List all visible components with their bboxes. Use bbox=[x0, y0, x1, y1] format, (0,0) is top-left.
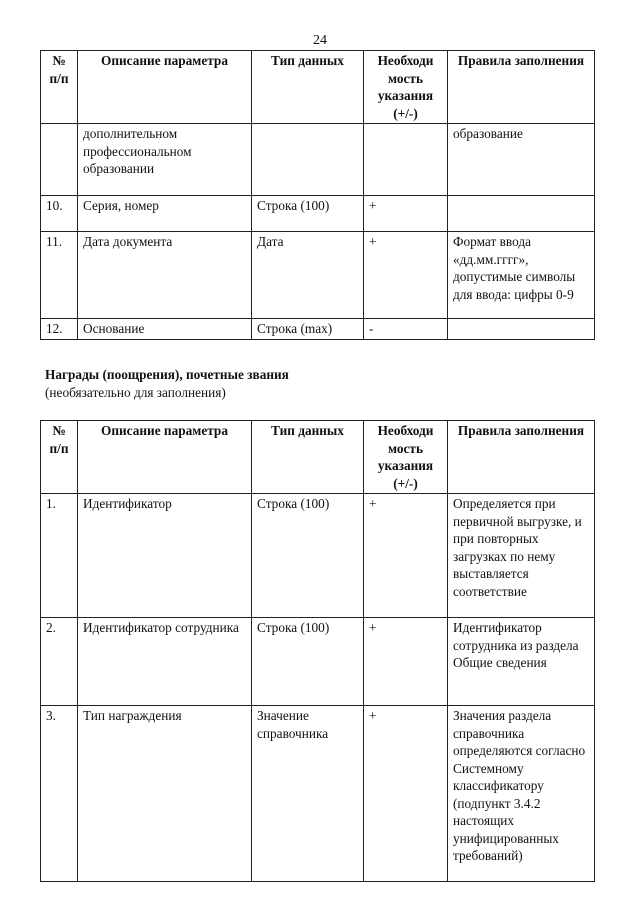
cell-rules bbox=[448, 196, 595, 232]
cell-num: 12. bbox=[41, 319, 78, 340]
cell-description: дополнительном профессиональном образовании bbox=[78, 124, 252, 196]
cell-rules: Идентификатор сотрудника из раздела Общие сведения bbox=[448, 618, 595, 706]
cell-necessity bbox=[364, 124, 448, 196]
table-row bbox=[41, 196, 595, 232]
cell-data-type: Строка (100) bbox=[252, 618, 364, 706]
cell-rules: Значения раздела справочника определяются согласно Системному классификатору (подпункт 3.4.2 настоящих унифицированных требований) bbox=[448, 706, 595, 882]
cell-description: Идентификатор сотрудника bbox=[78, 618, 252, 706]
cell-description: Основание bbox=[78, 319, 252, 340]
cell-data-type: Строка (100) bbox=[252, 196, 364, 232]
cell-necessity: + bbox=[364, 706, 448, 882]
cell-num bbox=[41, 124, 78, 196]
cell-description: Идентификатор bbox=[78, 494, 252, 618]
cell-rules: Определяется при первичной выгрузке, и при повторных загрузках по нему выставляется соответствие bbox=[448, 494, 595, 618]
cell-num: 2. bbox=[41, 618, 78, 706]
header-necessity: Необходи мость указания (+/-) bbox=[364, 51, 448, 124]
cell-num: 10. bbox=[41, 196, 78, 232]
cell-necessity: + bbox=[364, 196, 448, 232]
cell-data-type: Строка (100) bbox=[252, 494, 364, 618]
table-row bbox=[41, 618, 595, 706]
section-title: Награды (поощрения), почетные звания bbox=[45, 367, 289, 382]
cell-num: 11. bbox=[41, 232, 78, 319]
cell-data-type: Строка (max) bbox=[252, 319, 364, 340]
cell-num: 1. bbox=[41, 494, 78, 618]
cell-description: Тип награждения bbox=[78, 706, 252, 882]
header-data-type: Тип данных bbox=[252, 51, 364, 124]
cell-necessity: + bbox=[364, 232, 448, 319]
table-header-row bbox=[41, 421, 595, 494]
page-number: 24 bbox=[313, 33, 327, 48]
header-rules: Правила заполнения bbox=[448, 51, 595, 124]
cell-data-type bbox=[252, 124, 364, 196]
header-description: Описание параметра bbox=[78, 51, 252, 124]
cell-description: Дата документа bbox=[78, 232, 252, 319]
header-rules: Правила заполнения bbox=[448, 421, 595, 494]
table-row bbox=[41, 319, 595, 340]
cell-necessity: + bbox=[364, 494, 448, 618]
cell-rules bbox=[448, 319, 595, 340]
table-row bbox=[41, 124, 595, 196]
cell-data-type: Дата bbox=[252, 232, 364, 319]
cell-description: Серия, номер bbox=[78, 196, 252, 232]
table-row bbox=[41, 494, 595, 618]
awards-table bbox=[40, 420, 595, 882]
header-num: № п/п bbox=[41, 421, 78, 494]
header-data-type: Тип данных bbox=[252, 421, 364, 494]
header-description: Описание параметра bbox=[78, 421, 252, 494]
cell-necessity: - bbox=[364, 319, 448, 340]
cell-necessity: + bbox=[364, 618, 448, 706]
header-num: № п/п bbox=[41, 51, 78, 124]
table-row bbox=[41, 232, 595, 319]
parameters-table-continued bbox=[40, 50, 595, 340]
section-note: (необязательно для заполнения) bbox=[45, 385, 226, 400]
cell-num: 3. bbox=[41, 706, 78, 882]
table-header-row bbox=[41, 51, 595, 124]
table-row bbox=[41, 706, 595, 882]
header-necessity: Необходи мость указания (+/-) bbox=[364, 421, 448, 494]
cell-rules: Формат ввода «дд.мм.гггг», допустимые символы для ввода: цифры 0-9 bbox=[448, 232, 595, 319]
cell-rules: образование bbox=[448, 124, 595, 196]
cell-data-type: Значение справочника bbox=[252, 706, 364, 882]
